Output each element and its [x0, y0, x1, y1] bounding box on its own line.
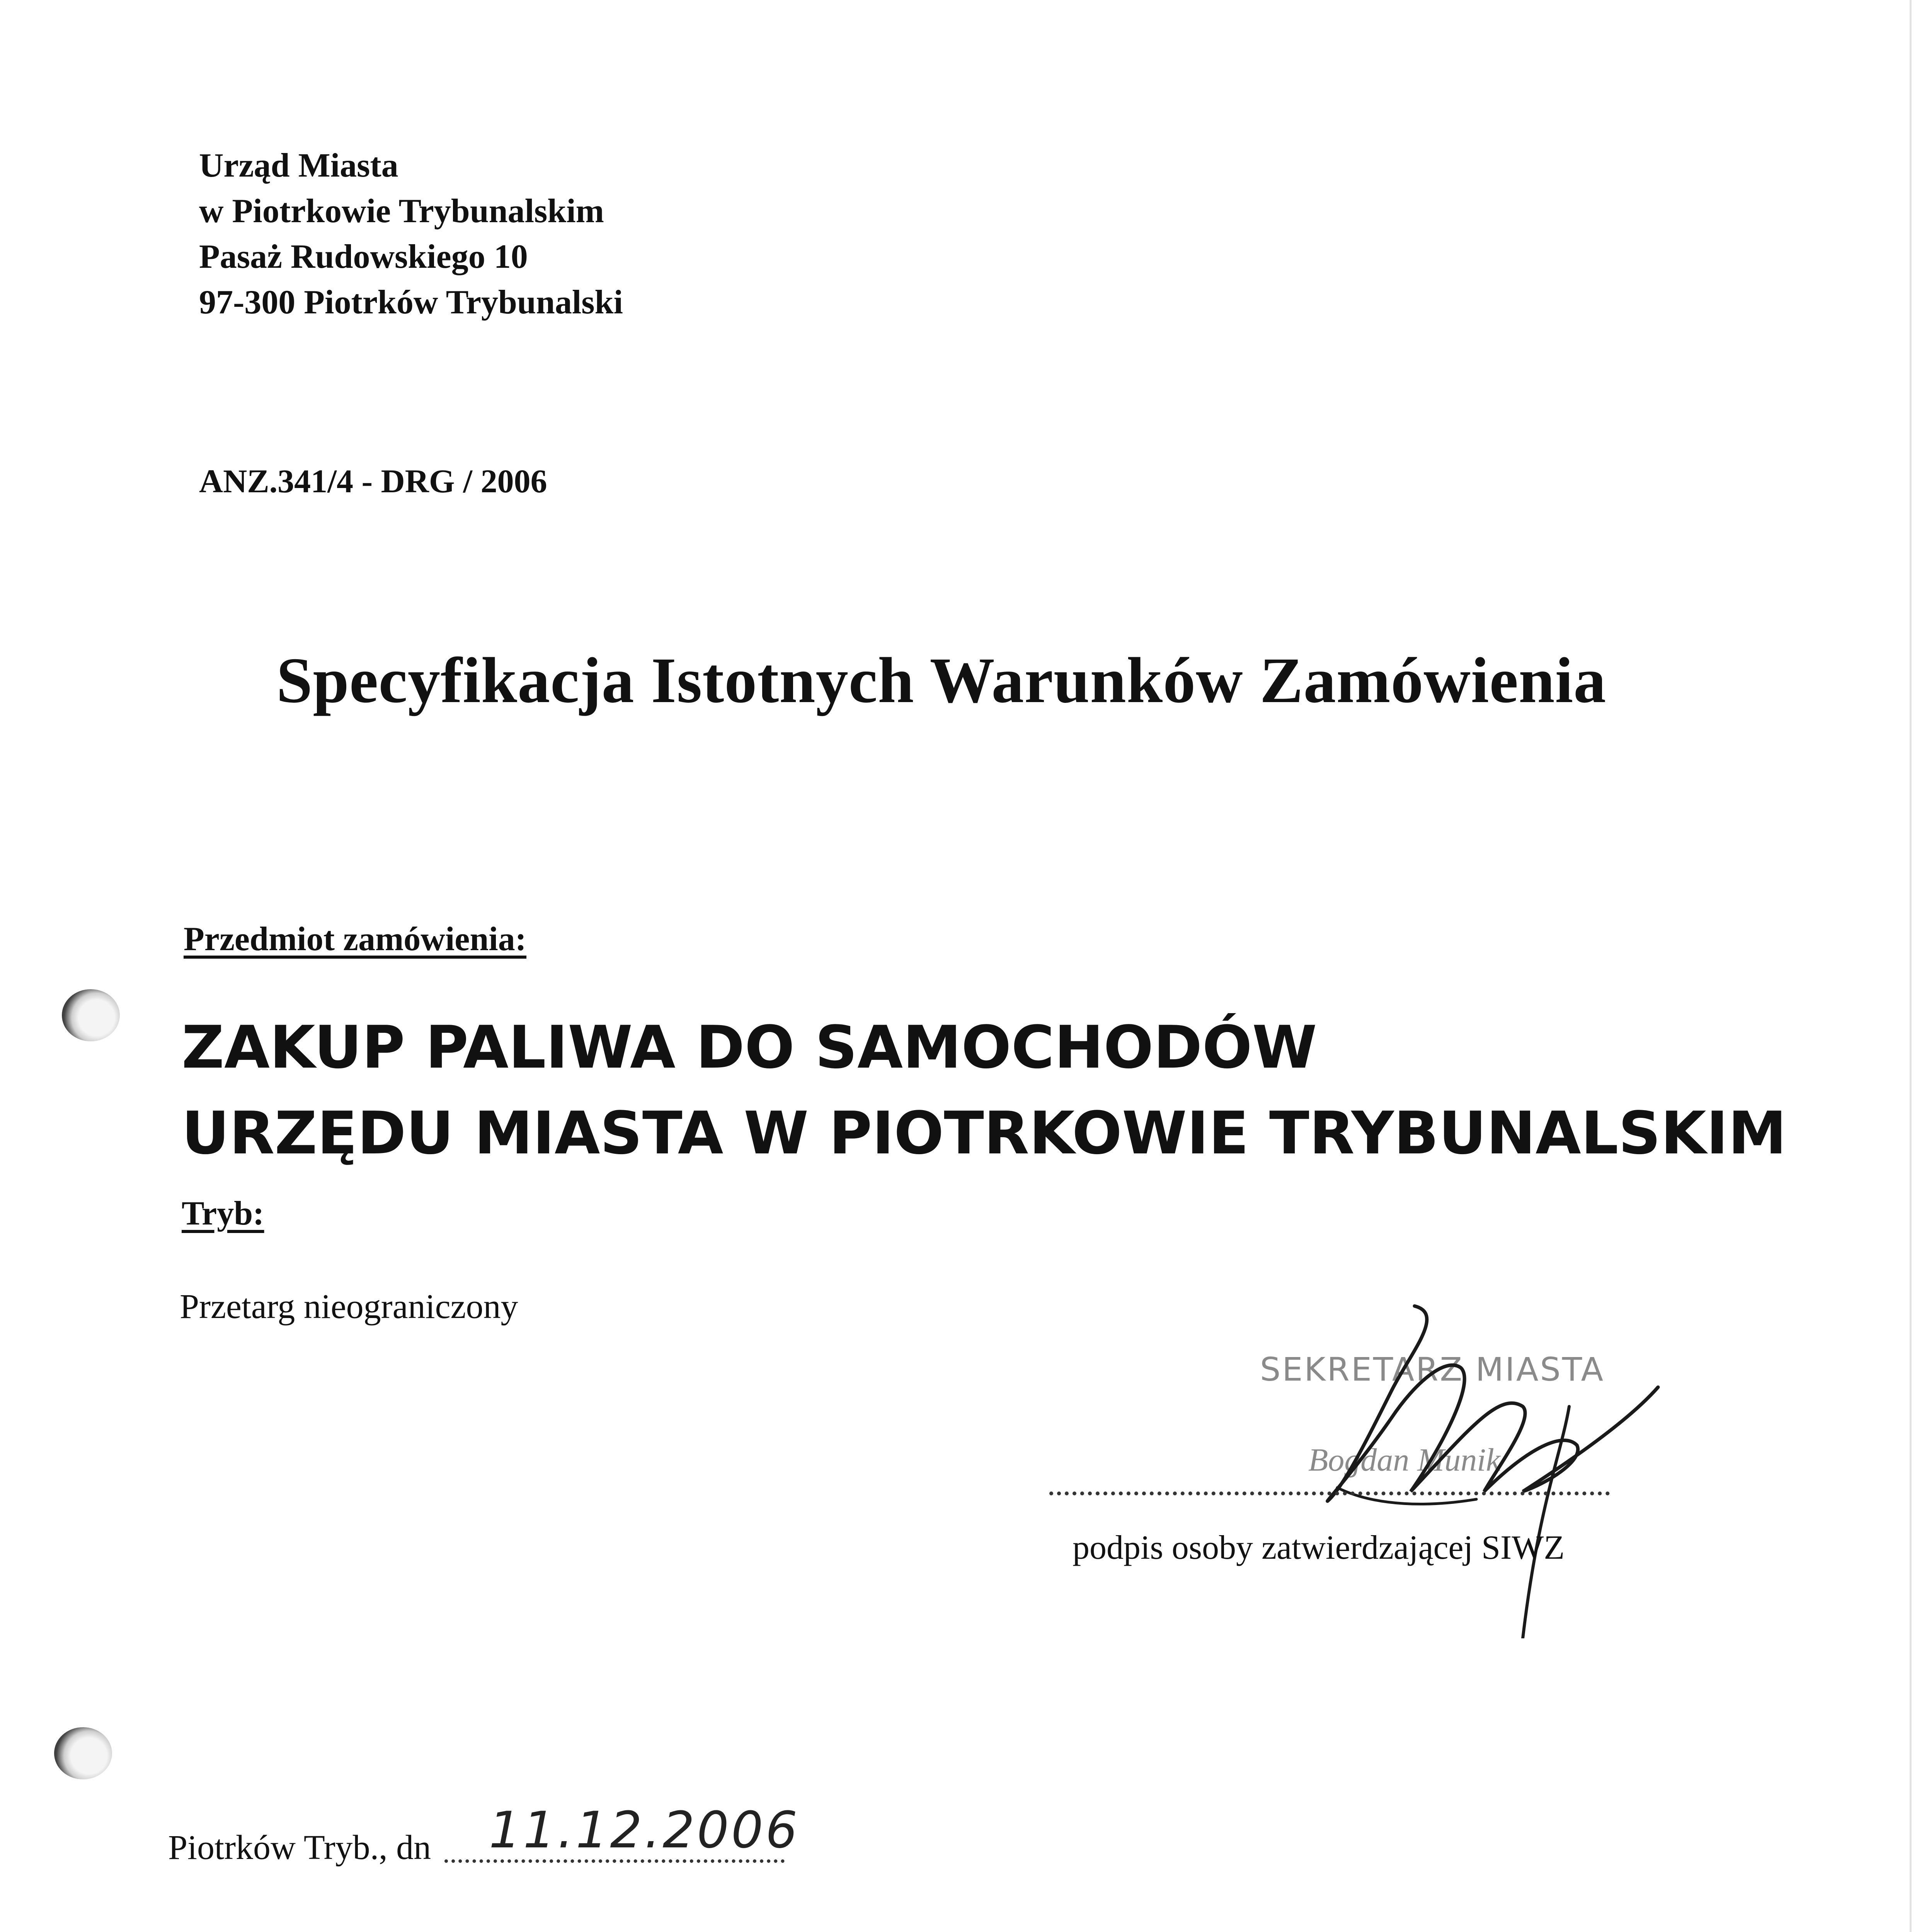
stamp-name: Bogdan Munik	[1308, 1442, 1500, 1478]
issuer-line-3: Pasaż Rudowskiego 10	[199, 238, 528, 276]
subject-line-1: ZAKUP PALIWA DO SAMOCHODÓW	[182, 1013, 1317, 1082]
punch-hole	[62, 989, 120, 1041]
mode-label: Tryb:	[182, 1195, 264, 1232]
signature-dotted-line	[1049, 1492, 1610, 1495]
issuer-line-2: w Piotrkowie Trybunalskim	[199, 192, 604, 230]
issuer-line-4: 97-300 Piotrków Trybunalski	[199, 284, 623, 321]
subject-label: Przedmiot zamówienia:	[184, 920, 527, 958]
punch-hole	[54, 1727, 112, 1779]
mode-value: Przetarg nieograniczony	[180, 1287, 518, 1326]
page-edge-right	[1910, 0, 1912, 1932]
date-dotted-line	[444, 1859, 785, 1863]
handwritten-signature	[1229, 1291, 1685, 1638]
stamp-title: SEKRETARZ MIASTA	[1260, 1350, 1605, 1388]
signature-caption: podpis osoby zatwierdzającej SIWZ	[1073, 1529, 1565, 1566]
place-date-prefix: Piotrków Tryb., dn	[168, 1828, 431, 1867]
issuer-address	[199, 143, 623, 325]
reference-number: ANZ.341/4 - DRG / 2006	[199, 463, 547, 500]
subject-line-2: URZĘDU MIASTA W PIOTRKOWIE TRYBUNALSKIM	[182, 1099, 1787, 1167]
subject-text	[182, 1005, 1787, 1176]
document-title: Specyfikacja Istotnych Warunków Zamówienia	[276, 645, 1607, 716]
handwritten-date: 11.12.2006	[489, 1801, 800, 1859]
issuer-line-1: Urząd Miasta	[199, 147, 398, 184]
